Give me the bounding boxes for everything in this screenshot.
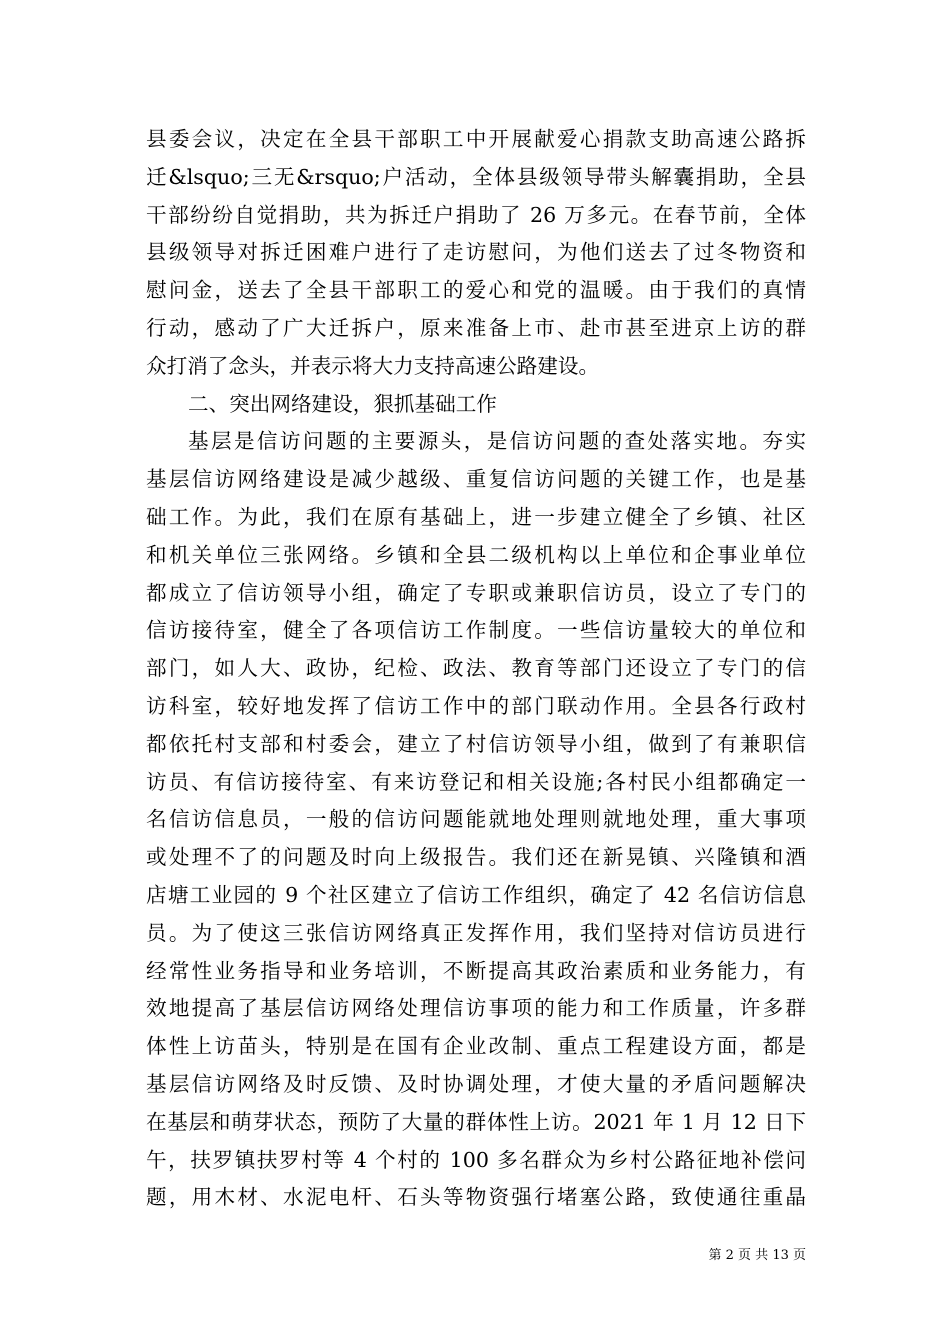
body-line: 基层信访网络及时反馈、及时协调处理，才使大量的矛盾问题解决 xyxy=(146,1071,806,1096)
body-line: 和机关单位三张网络。乡镇和全县二级机构以上单位和企事业单位 xyxy=(146,542,806,567)
body-line: 访科室，较好地发挥了信访工作中的部门联动作用。全县各行政村 xyxy=(146,693,806,718)
body-line: 名信访信息员，一般的信访问题能就地处理则就地处理，重大事项 xyxy=(146,807,806,832)
body-line: 基层是信访问题的主要源头，是信访问题的查处落实地。夯实 xyxy=(188,429,806,454)
body-line: 县级领导对拆迁困难户进行了走访慰问，为他们送去了过冬物资和 xyxy=(146,240,806,265)
body-line: 效地提高了基层信访网络处理信访事项的能力和工作质量，许多群 xyxy=(146,996,806,1021)
body-line: 在基层和萌芽状态，预防了大量的群体性上访。2021 年 1 月 12 日下 xyxy=(146,1109,806,1134)
body-line: 或处理不了的问题及时向上级报告。我们还在新晃镇、兴隆镇和酒 xyxy=(146,845,806,870)
body-line: 县委会议，决定在全县干部职工中开展献爱心捐款支助高速公路拆 xyxy=(146,127,806,151)
body-line: 体性上访苗头，特别是在国有企业改制、重点工程建设方面，都是 xyxy=(146,1034,806,1059)
body-line: 都依托村支部和村委会，建立了村信访领导小组，做到了有兼职信 xyxy=(146,731,806,756)
body-line: 慰问金，送去了全县干部职工的爱心和党的温暖。由于我们的真情 xyxy=(146,278,806,303)
body-line: 店塘工业园的 9 个社区建立了信访工作组织，确定了 42 名信访信息 xyxy=(146,882,806,907)
body-line: 迁&lsquo;三无&rsquo;户活动，全体县级领导带头解囊捐助，全县 xyxy=(146,164,806,189)
document-body xyxy=(146,121,806,1217)
body-line: 午，扶罗镇扶罗村等 4 个村的 100 多名群众为乡村公路征地补偿问 xyxy=(146,1147,806,1172)
body-line: 部门，如人大、政协，纪检、政法、教育等部门还设立了专门的信 xyxy=(146,656,806,681)
body-line: 访员、有信访接待室、有来访登记和相关设施;各村民小组都确定一 xyxy=(146,769,806,794)
body-line: 信访接待室，健全了各项信访工作制度。一些信访量较大的单位和 xyxy=(146,618,806,643)
body-line: 众打消了念头，并表示将大力支持高速公路建设。 xyxy=(146,353,600,378)
body-line: 经常性业务指导和业务培训，不断提高其政治素质和业务能力，有 xyxy=(146,958,806,983)
body-line: 都成立了信访领导小组，确定了专职或兼职信访员，设立了专门的 xyxy=(146,580,806,605)
body-line: 干部纷纷自觉捐助，共为拆迁户捐助了 26 万多元。在春节前，全体 xyxy=(146,202,806,227)
body-line: 员。为了使这三张信访网络真正发挥作用，我们坚持对信访员进行 xyxy=(146,920,806,945)
section-heading: 二、突出网络建设，狠抓基础工作 xyxy=(188,391,497,416)
page-number: 第 2 页 共 13 页 xyxy=(708,1248,806,1263)
body-line: 基层信访网络建设是减少越级、重复信访问题的关键工作，也是基 xyxy=(146,467,806,492)
body-line: 行动，感动了广大迁拆户，原来准备上市、赴市甚至进京上访的群 xyxy=(146,315,806,340)
body-line: 题，用木材、水泥电杆、石头等物资强行堵塞公路，致使通往重晶 xyxy=(146,1185,806,1210)
body-line: 础工作。为此，我们在原有基础上，进一步建立健全了乡镇、社区 xyxy=(146,504,806,529)
